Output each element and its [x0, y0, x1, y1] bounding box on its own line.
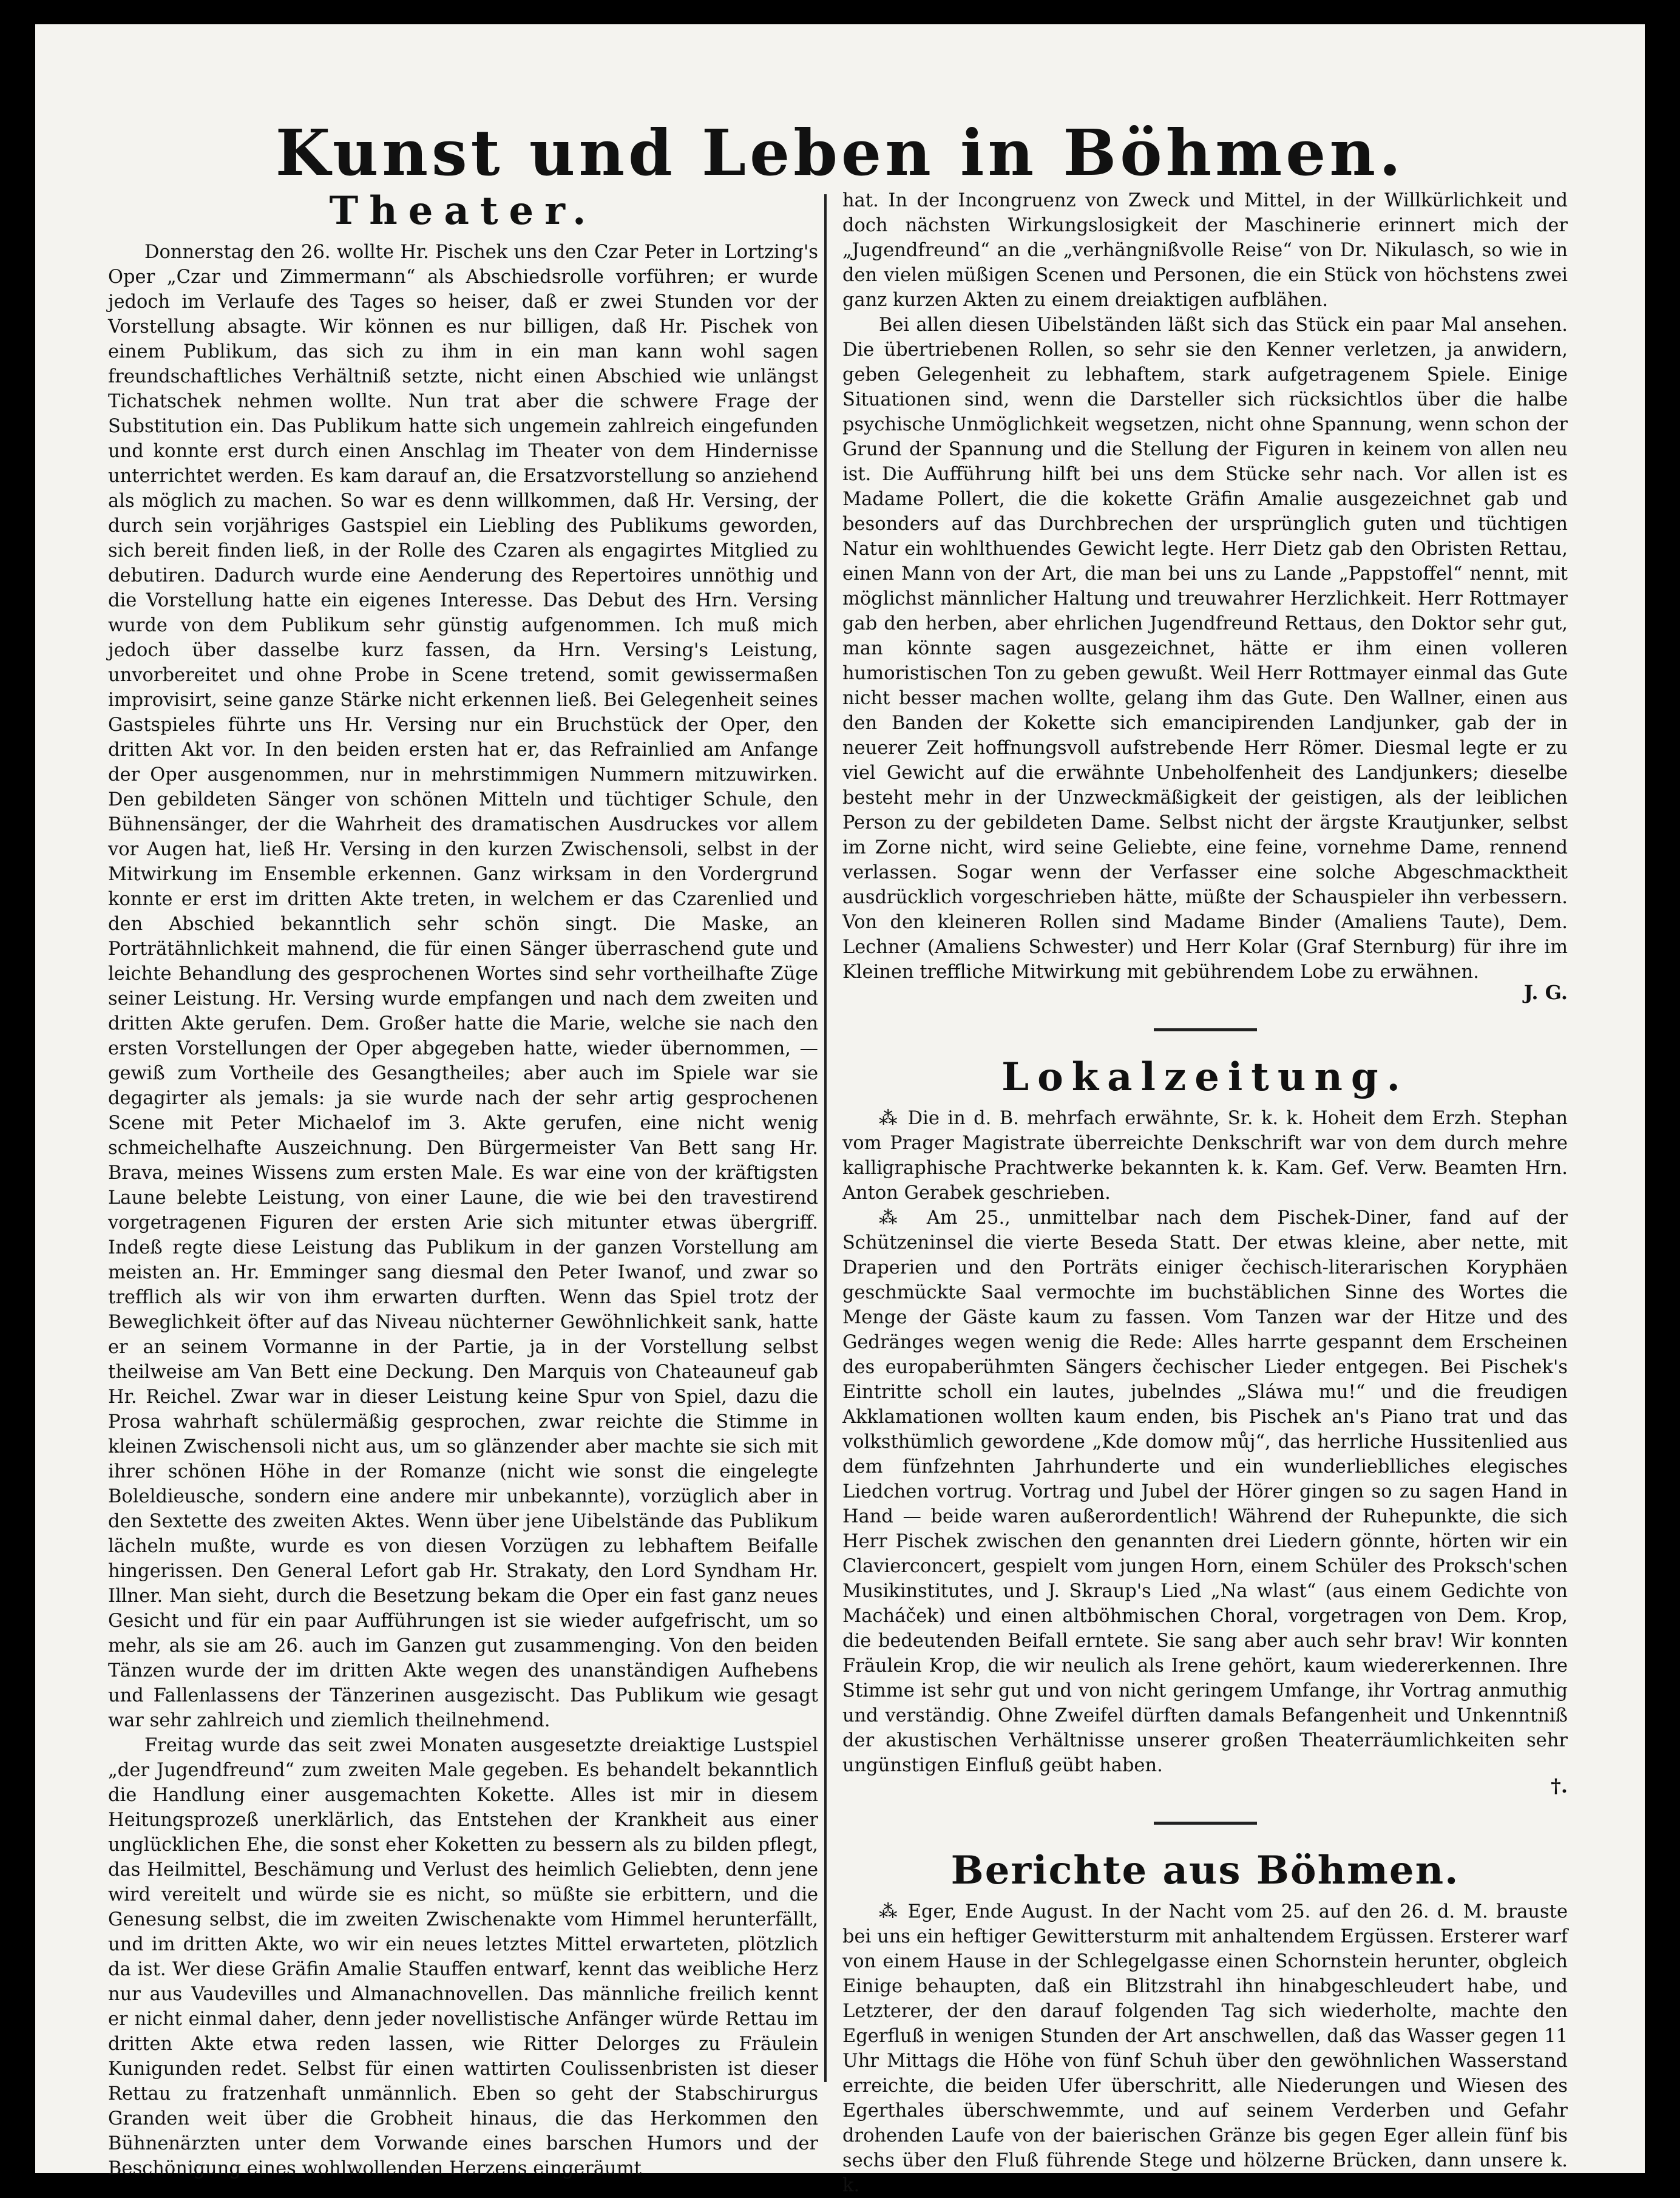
theater-continuation-2: Bei allen diesen Uibelständen läßt sich das Stück ein paar Mal ansehen. Die übertriebenen Rollen, so sehr sie den Kenner verletzen, ja anwidern, geben Gelegenheit zu lebhaftem, stark aufgetragenem Spiele. Einige Situationen sind, wenn die Darsteller sich rücksichtlos über die halbe psychische Unmöglichkeit wegsetzen, nicht ohne Spannung, wenn schon der Grund der Spannung und die Stellung der Figuren in keinem von allen neu ist. Die Aufführung hilft bei uns dem Stücke sehr nach. Vor allen ist es Madame Pollert, die die kokette Gräfin Amalie ausgezeichnet gab und besonders auf das Durchbrechen der ursprünglich guten und tüchtigen Natur ein wohlthuendes Gewicht legte. Herr Dietz gab den Obristen Rettau, einen Mann von der Art, die man bei uns zu Lande „Pappstoffel“ nennt, mit möglichst männlicher Haltung und treuwahrer Herzlichkeit. Herr Rottmayer gab den herben, aber ehrlichen Jugendfreund Rettaus, den Doktor sehr gut, man könnte sagen ausgezeichnet, hätte er ihm einen volleren humoristischen Ton zu geben gewußt. Weil Herr Rottmayer einmal das Gute nicht besser machen wollte, gelang ihm das Gute. Den Wallner, einen aus den Banden der Kokette sich emancipirenden Landjunker, gab der in neuerer Zeit hoffnungsvoll aufstrebende Herr Römer. Diesmal legte er zu viel Gewicht auf die erwähnte Unbeholfenheit des Landjunkers; dieselbe besteht mehr in der Unzweckmäßigkeit der geistigen, als der leiblichen Person zu der gebildeten Dame. Selbst nicht der ärgste Krautjunker, selbst im Zorne nicht, wird seine Geliebte, eine feine, vornehme Dame, rennend verlassen. Sogar wenn der Verfasser eine solche Abgeschmacktheit ausdrücklich vorgeschrieben hätte, müßte der Schauspieler ihn verbessern. Von den kleineren Rollen sind Madame Binder (Amaliens Taute), Dem. Lechner (Amaliens Schwester) und Herr Kolar (Graf Sternburg) für ihre im Kleinen treffliche Mitwirkung mit gebührendem Lobe zu erwähnen. [842, 314, 1568, 983]
right-column [842, 188, 1568, 2198]
lokal-paragraph-1: ⁂ Die in d. B. mehrfach erwähnte, Sr. k. k. Hoheit dem Erzh. Stephan vom Prager Magistrate überreichte Denkschrift war von dem durch mehre kalligraphische Prachtwerke bekannten k. k. Kam. Gef. Verw. Beamten Hrn. Anton Gerabek geschrieben. [842, 1108, 1568, 1204]
berichte-paragraph-1: ⁂ Eger, Ende August. In der Nacht vom 25. auf den 26. d. M. brauste bei uns ein heftiger Gewittersturm mit anhaltendem Ergüssen. Ersterer warf von einem Hause in der Schlegelgasse einen Schornstein herunter, obgleich Einige behaupten, daß ein Blitzstrahl ihn hinabgeschleudert habe, und Letzterer, der den darauf folgenden Tag sich wiederholte, machte den Egerfluß in wenigen Stunden der Art anschwellen, daß das Wasser gegen 11 Uhr Mittags die Höhe von fünf Schuh über den gewöhnlichen Wasserstand erreichte, die beiden Ufer überschritt, alle Niederungen und Wiesen des Egerthales überschwemmte, und auf seinem Verderben und Gefahr drohenden Laufe von der baierischen Gränze bis gegen Eger allein fünf bis sechs über den Fluß führende Stege und hölzerne Brücken, dann unsere k. k. [842, 1901, 1568, 2196]
column-divider [824, 194, 827, 2082]
theater-continuation-1: hat. In der Incongruenz von Zweck und Mittel, in der Willkürlichkeit und doch nächsten Wirkungslosigkeit der Maschinerie erinnert mich der „Jugendfreund“ an die „verhängnißvolle Reise“ von Dr. Nikulasch, so wie in den vielen müßigen Scenen und Personen, die ein Stück von höchstens zwei ganz kurzen Akten zu einem dreiaktigen aufblähen. [842, 190, 1568, 311]
lokal-paragraph-2: ⁂ Am 25., unmittelbar nach dem Pischek-Diner, fand auf der Schützeninsel die vierte Beseda Statt. Der etwas kleine, aber nette, mit Draperien und den Porträts einiger čechisch-literarischen Koryphäen geschmückte Saal vermochte im buchstäblichen Sinne des Wortes die Menge der Gäste kaum zu fassen. Vom Tanzen war der Hitze und des Gedränges wegen wenig die Rede: Alles harrte gespannt dem Erscheinen des europaberühmten Sängers čechischer Lieder entgegen. Bei Pischek's Eintritte scholl ein lautes, jubelndes „Sláwa mu!“ und die freudigen Akklamationen wollten kaum enden, bis Pischek an's Piano trat und das volksthümlich gewordene „Kde domow můj“, das herrliche Hussitenlied aus dem fünfzehnten Jahrhunderte und ein wunderlieblliches elegisches Liedchen vortrug. Vortrag und Jubel der Hörer gingen so zu sagen Hand in Hand — beide waren außerordentlich! Während der Ruhepunkte, die sich Herr Pischek zwischen den genannten drei Liedern gönnte, hörten wir ein Clavierconcert, gespielt vom jungen Horn, einem Schüler des Proksch'schen Musikinstitutes, und J. Skraup's Lied „Na wlast“ (aus einem Gedichte von Macháček) und einen altböhmischen Choral, vorgetragen von Dem. Krop, die bedeutenden Beifall erntete. Sie sang aber auch sehr brav! Wir konnten Fräulein Krop, die wir neulich als Irene gehört, kaum wiedererkennen. Ihre Stimme ist sehr gut und von nicht geringem Umfange, ihr Vortrag anmuthig und verständig. Ohne Zweifel dürften damals Befangenheit und Unkenntniß der akustischen Verhältnisse unserer großen Theaterräumlichkeiten sehr ungünstigen Einfluß geübt haben. [842, 1207, 1568, 1776]
left-column [108, 188, 818, 2181]
page-title: Kunst und Leben in Böhmen. [275, 115, 1405, 190]
section-title-lokalzeitung: Lokalzeitung. [1001, 1054, 1409, 1100]
section-title-theater: Theater. [329, 188, 597, 234]
newspaper-page [35, 24, 1645, 2196]
lokal-signature: †. [1551, 1774, 1568, 1797]
section-divider [1154, 1028, 1257, 1031]
section-divider-2 [1154, 1822, 1257, 1825]
theater-paragraph-2: Freitag wurde das seit zwei Monaten ausgesetzte dreiaktige Lustspiel „der Jugendfreund“ zum zweiten Male gegeben. Es behandelt bekanntlich die Handlung einer ausgemachten Kokette. Alles ist mir in diesem Heitungsprozeß unerklärlich, das Entstehen der Krankheit aus einer unglücklichen Ehe, die sonst eher Koketten zu bessern als zu bilden pflegt, das Heilmittel, Beschämung und Verlust des heimlich Geliebten, denn jene wird vereitelt und würde sie es nicht, so müßte sie erbittern, und die Genesung selbst, die im zweiten Zwischenakte vom Himmel herunterfällt, und im dritten Akte, wo wir ein neues letztes Mittel erwarteten, plötzlich da ist. Wer diese Gräfin Amalie Stauffen entwarf, kennt das weibliche Herz nur aus Vaudevilles und Almanachnovellen. Das männliche freilich kennt er nicht einmal daher, denn jeder novellistische Anfänger würde Rettau im dritten Akte etwa reden lassen, wie Ritter Delorges zu Fräulein Kunigunden redet. Selbst für einen wattirten Coulissenbristen ist dieser Rettau zu fratzenhaft unmännlich. Eben so geht der Stabschirurgus Granden weit über die Grobheit hinaus, die das Herkommen den Bühnenärzten unter dem Vorwande eines barschen Humors und der Beschönigung eines wohlwollenden Herzens eingeräumt [108, 1735, 818, 2179]
theater-paragraph-1: Donnerstag den 26. wollte Hr. Pischek uns den Czar Peter in Lortzing's Oper „Czar und Zimmermann“ als Abschiedsrolle vorführen; er wurde jedoch im Verlaufe des Tages so heiser, daß er zwei Stunden vor der Vorstellung absagte. Wir können es nur billigen, daß Hr. Pischek von einem Publikum, das sich zu ihm in ein man kann wohl sagen freundschaftliches Verhältniß setzte, nicht einen Abschied wie unlängst Tichatschek nehmen wollte. Nun trat aber die schwere Frage der Substitution ein. Das Publikum hatte sich ungemein zahlreich eingefunden und konnte erst durch einen Anschlag im Theater von dem Hindernisse unterrichtet werden. Es kam darauf an, die Ersatzvorstellung so anziehend als möglich zu machen. So war es denn willkommen, daß Hr. Versing, der durch sein vorjähriges Gastspiel ein Liebling des Publikums geworden, sich bereit finden ließ, in der Rolle des Czaren als engagirtes Mitglied zu debutiren. Dadurch wurde eine Aenderung des Repertoires unnöthig und die Vorstellung hatte ein eigenes Interesse. Das Debut des Hrn. Versing wurde von dem Publikum sehr günstig aufgenommen. Ich muß mich jedoch über dasselbe kurz fassen, da Hrn. Versing's Leistung, unvorbereitet und ohne Probe in Scene tretend, somit gewissermaßen improvisirt, seine ganze Stärke nicht erkennen ließ. Bei Gelegenheit seines Gastspieles führte uns Hr. Versing nur ein Bruchstück der Oper, den dritten Akt vor. In den beiden ersten hat er, das Refrainlied am Anfange der Oper ausgenommen, nur in mehrstimmigen Nummern mitzuwirken. Den gebildeten Sänger von schönen Mitteln und tüchtiger Schule, den Bühnensänger, der die Wahrheit des dramatischen Ausdruckes vor allem vor Augen hat, ließ Hr. Versing in den kurzen Zwischensoli, selbst in der Mitwirkung im Ensemble erkennen. Ganz wirksam in den Vordergrund konnte er erst im dritten Akte treten, in welchem er das Czarenlied und den Abschied bekanntlich sehr schön singt. Die Maske, an Porträtähnlichkeit mahnend, die für einen Sänger überraschend gute und leichte Behandlung des gesprochenen Wortes sind sehr vortheilhafte Züge seiner Leistung. Hr. Versing wurde empfangen und nach dem zweiten und dritten Akte gerufen. Dem. Großer hatte die Marie, welche sie nach den ersten Vorstellungen der Oper abgegeben hatte, wieder übernommen, — gewiß zum Vortheile des Gesangtheiles; aber auch im Spiele war sie degagirter als jemals: ja sie wurde nach der sehr artig gesprochenen Scene mit Peter Michaelof im 3. Akte gerufen, eine nicht wenig schmeichelhafte Auszeichnung. Den Bürgermeister Van Bett sang Hr. Brava, meines Wissens zum ersten Male. Es war eine von der kräftigsten Laune belebte Leistung, von einer Laune, die wie bei den travestirend vorgetragenen Figuren der ersten Arie sich mitunter etwas übergriff. Indeß regte diese Leistung das Publikum in der ganzen Vorstellung am meisten an. Hr. Emminger sang diesmal den Peter Iwanof, und zwar so trefflich als wir von ihm erwarten durften. Wenn das Spiel trotz der Beweglichkeit öfter auf das Niveau nüchterner Gewöhnlichkeit sank, hatte er an seinem Vormanne in der Partie, ja in der Vorstellung selbst theilweise am Van Bett eine Deckung. Den Marquis von Chateauneuf gab Hr. Reichel. Zwar war in dieser Leistung keine Spur von Spiel, dazu die Prosa wahrhaft schülermäßig gesprochen, zwar reichte die Stimme in kleinen Zwischensoli nicht aus, um so glänzender aber machte sie sich mit ihrer schönen Höhe in der Romanze (nicht wie sonst die eingelegte Boleldieusche, sondern eine andere mir unbekannte), vorzüglich aber in den Sextette des zweiten Aktes. Wenn über jene Uibelstände das Publikum lächeln mußte, wurde es von diesen Vorzügen zu lebhaftem Beifalle hingerissen. Den General Lefort gab Hr. Strakaty, den Lord Syndham Hr. Illner. Man sieht, durch die Besetzung bekam die Oper ein fast ganz neues Gesicht und für ein paar Aufführungen ist sie wieder aufgefrischt, um so mehr, als sie am 26. auch im Ganzen gut zusammenging. Von den beiden Tänzen wurde der im dritten Akte wegen des unanständigen Aufhebens und Fallenlassens der Tänzerinen ausgezischt. Das Publikum wie gesagt war sehr zahlreich und ziemlich theilnehmend. [108, 242, 818, 1731]
theater-signature: J. G. [1523, 981, 1568, 1004]
section-title-berichte: Berichte aus Böhmen. [950, 1848, 1460, 1893]
